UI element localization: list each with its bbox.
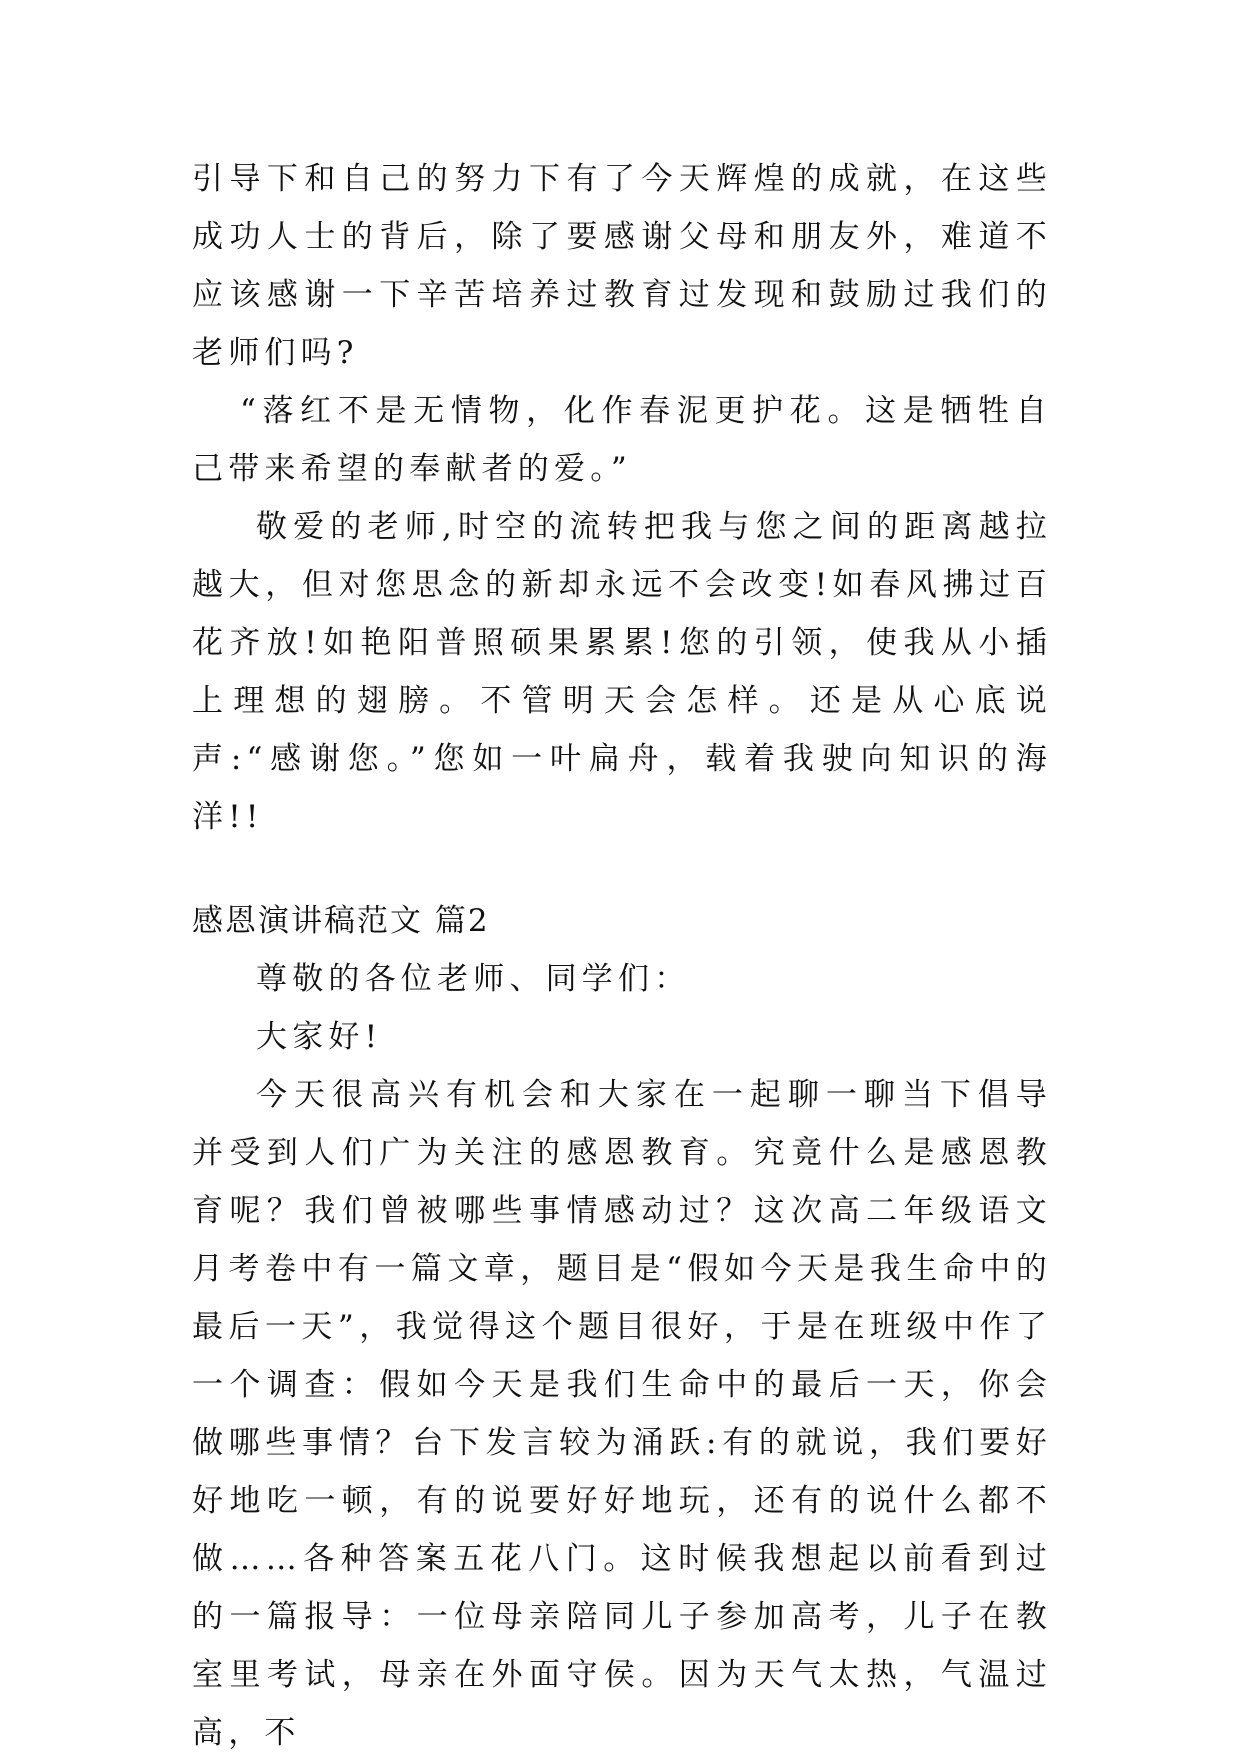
paragraph-body: 今天很高兴有机会和大家在一起聊一聊当下倡导并受到人们广为关注的感恩教育。究竟什么是感恩教育呢？我们曾被哪些事情感动过？这次高二年级语文月考卷中有一篇文章，题目是“假如今天是我生命中的最后一天”，我觉得这个题目很好，于是在班级中作了一个调查：假如今天是我们生命中的最后一天，你会做哪些事情？台下发言较为涌跃:有的就说，我们要好好地吃一顿，有的说要好好地玩，还有的说什么都不做……各种答案五花八门。这时候我想起以前看到过的一篇报导：一位母亲陪同儿子参加高考，儿子在教室里考试，母亲在外面守侯。因为天气太热，气温过高，不 [192,1077,1052,1751]
document-page [192,150,1052,1762]
paragraph-quote: “落红不是无情物，化作春泥更护花。这是牺牲自己带来希望的奉献者的爱。” [192,393,1052,487]
greeting: 大家好! [256,1019,383,1055]
section-title: 感恩演讲稿范文 篇2 [192,903,490,939]
salutation: 尊敬的各位老师、同学们： [256,961,691,997]
paragraph-continuation: 引导下和自己的努力下有了今天辉煌的成就，在这些成功人士的背后，除了要感谢父母和朋友外，难道不应该感谢一下辛苦培养过教育过发现和鼓励过我们的老师们吗? [192,161,1052,371]
paragraph-dear-teacher: 敬爱的老师,时空的流转把我与您之间的距离越拉越大，但对您思念的新却永远不会改变!如春风拂过百花齐放!如艳阳普照硕果累累!您的引领，使我从小插上理想的翅膀。不管明天会怎样。还是从心底说声:“感谢您。”您如一叶扁舟，载着我驶向知识的海洋!! [192,509,1052,835]
